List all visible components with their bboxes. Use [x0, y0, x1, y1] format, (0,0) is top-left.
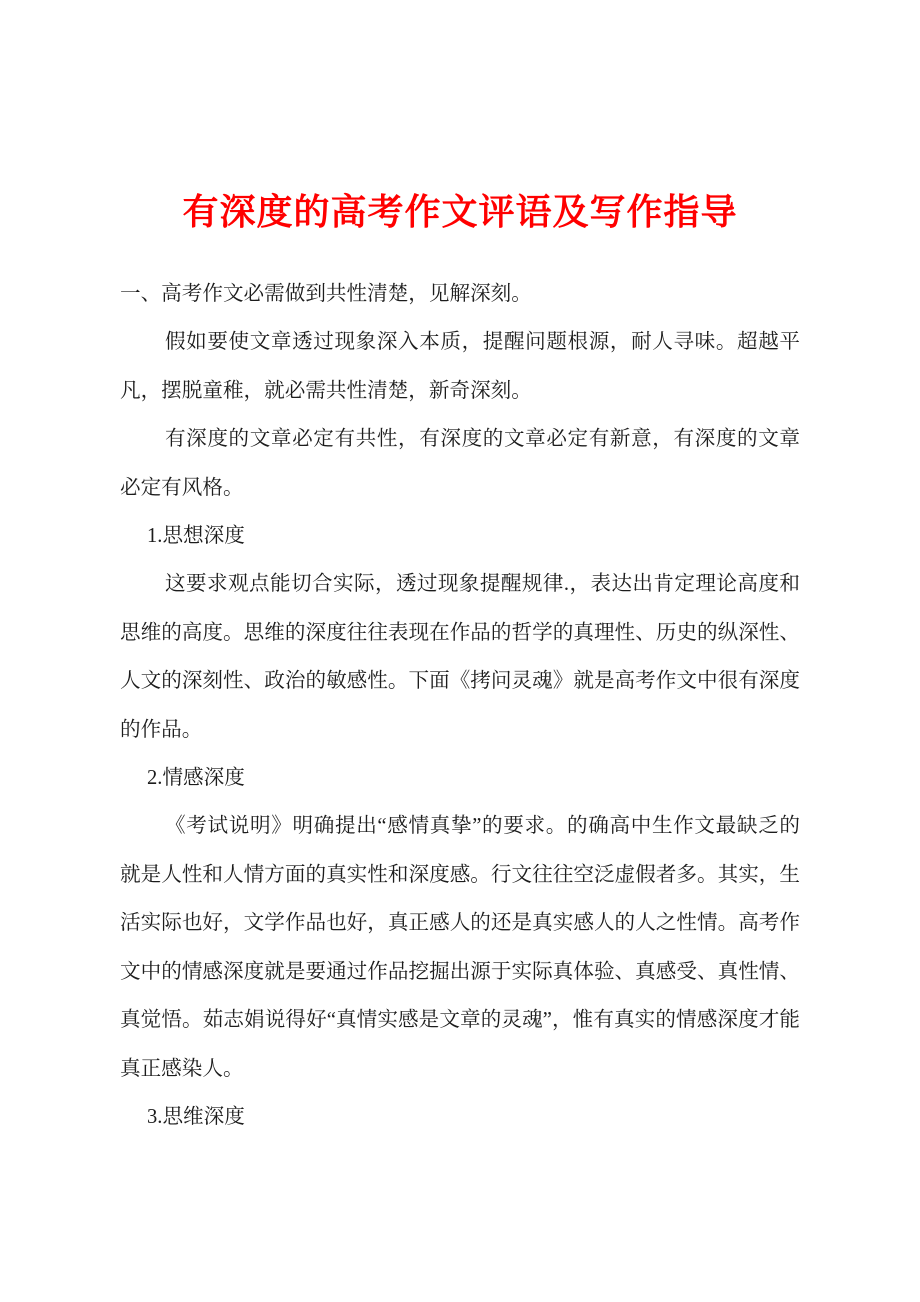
paragraph: 《考试说明》明确提出“感情真挚”的要求。的确高中生作文最缺乏的就是人性和人情方面的真实性和深度感。行文往往空泛虚假者多。其实，生活实际也好，文学作品也好，真正感人的还是真实感人的人之性情。高考作文中的情感深度就是要通过作品挖掘出源于实际真体验、真感受、真性情、真觉悟。茹志娟说得好“真情实感是文章的灵魂”，惟有真实的情感深度才能真正感染人。 — [120, 815, 800, 1080]
paragraph: 这要求观点能切合实际，透过现象提醒规律.，表达出肯定理论高度和思维的高度。思维的深度往往表现在作品的哲学的真理性、历史的纵深性、人文的深刻性、政治的敏感性。下面《拷问灵魂》就是高考作文中很有深度的作品。 — [120, 573, 800, 741]
paragraph: 3.思维深度 — [147, 1105, 245, 1128]
paragraph: 有深度的文章必定有共性，有深度的文章必定有新意，有深度的文章必定有风格。 — [120, 428, 800, 499]
paragraph: 假如要使文章透过现象深入本质，提醒问题根源，耐人寻味。超越平凡，摆脱童稚，就必需共性清楚，新奇深刻。 — [120, 331, 800, 402]
paragraph: 2.情感深度 — [147, 767, 245, 790]
paragraph: 一、高考作文必需做到共性清楚，见解深刻。 — [120, 283, 532, 305]
document-body — [120, 270, 800, 1141]
paragraph: 1.思想深度 — [147, 525, 245, 548]
document-title: 有深度的高考作文评语及写作指导 — [182, 192, 738, 232]
